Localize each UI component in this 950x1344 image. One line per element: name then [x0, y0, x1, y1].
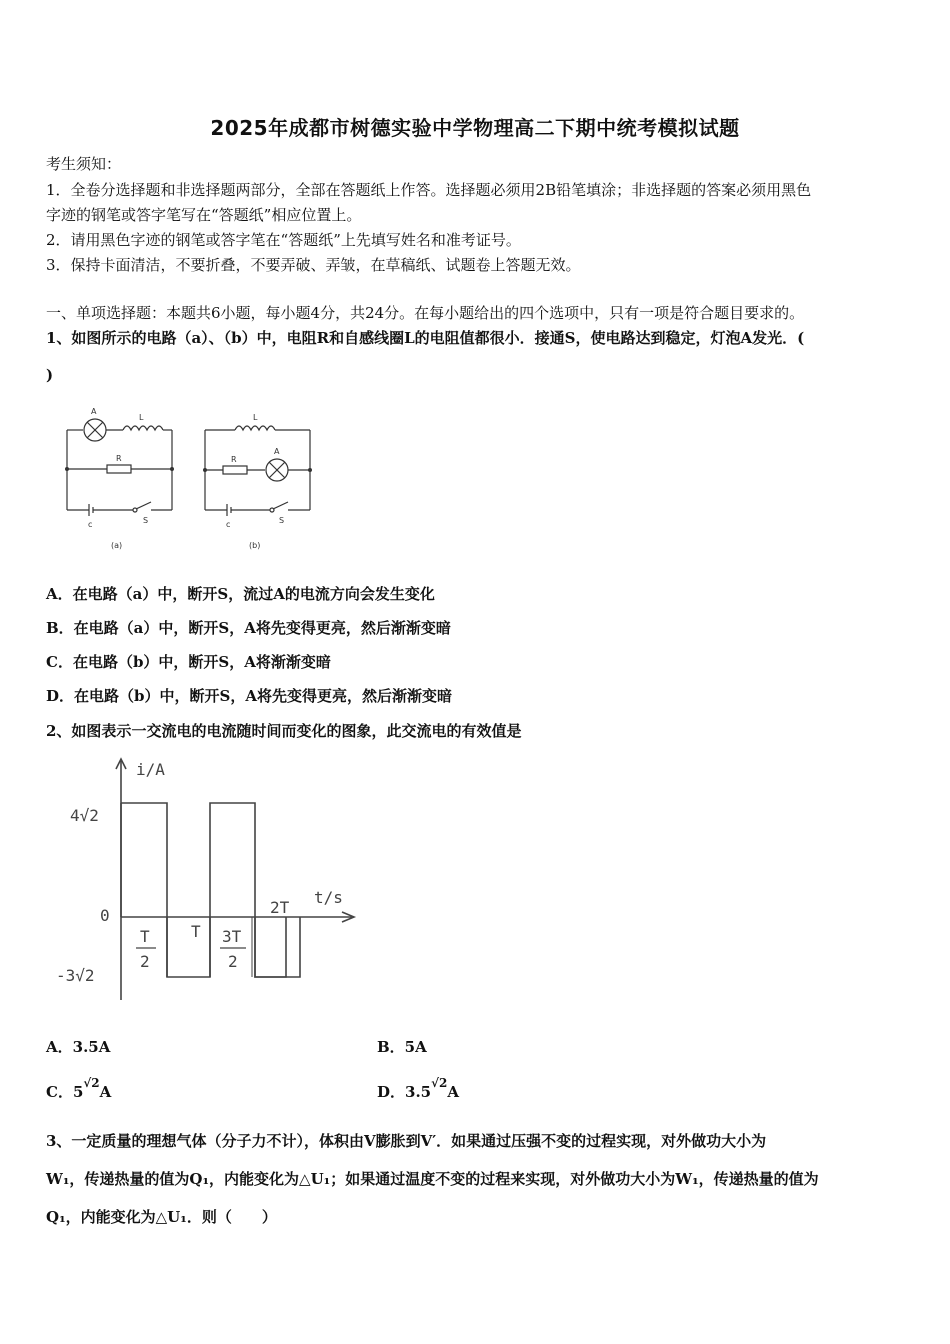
q3-line-2: W₁，传递热量的值为Q₁，内能变化为△U₁；如果通过温度不变的过程来实现，对外做功大小为W₁，传递热量的值为 [46, 1170, 819, 1188]
q1-option-c: C．在电路（b）中，断开S，A将渐渐变暗 [46, 653, 331, 671]
notice-item-1-cont: 字迹的钢笔或答字笔写在“答题纸”相应位置上。 [46, 206, 362, 224]
x-tick-half-2: 2 [140, 952, 150, 971]
notice-item-1: 1．全卷分选择题和非选择题两部分，全部在答题纸上作答。选择题必须用2B铅笔填涂；非选择题的答案必须用黑色 [46, 181, 812, 199]
y-axis-label: i/A [136, 760, 165, 779]
notice-heading: 考生须知： [46, 155, 122, 173]
y-tick-low: -3√2 [56, 966, 95, 985]
page-title: 2025年成都市树德实验中学物理高二下期中统考模拟试题 [210, 116, 740, 140]
caption-a: (a) [111, 541, 123, 550]
y-tick-high: 4√2 [70, 806, 99, 825]
battery-label-a: c [88, 520, 93, 529]
x-tick-2t: 2T [270, 898, 290, 917]
q1-option-d: D．在电路（b）中，断开S，A将先变得更亮，然后渐渐变暗 [46, 687, 452, 705]
lamp-a-label-a: A [91, 407, 97, 416]
y-tick-zero: 0 [100, 906, 110, 925]
q2-stem: 2、如图表示一交流电的电流随时间而变化的图象，此交流电的有效值是 [46, 722, 522, 740]
switch-label-b: S [279, 516, 285, 525]
caption-b: (b) [249, 541, 261, 550]
notice-item-3: 3．保持卡面清洁，不要折叠，不要弄破、弄皱，在草稿纸、试题卷上答题无效。 [46, 256, 581, 274]
current-time-graph [50, 755, 370, 1005]
x-tick-half-t: T [140, 927, 150, 946]
x-tick-three-half-t: 3T [222, 927, 242, 946]
lamp-a-label-b: A [274, 447, 280, 456]
q2-option-a: A．3.5A [46, 1038, 111, 1056]
q1-stem: 1、如图所示的电路（a）、（b）中，电阻R和自感线圈L的电阻值都很小．接通S，使电路达到稳定，灯泡A发光．( [46, 329, 805, 347]
q3-line-3: Q₁，内能变化为△U₁．则（ ） [46, 1208, 277, 1226]
switch-label-a: S [143, 516, 149, 525]
resistor-label-b: R [231, 455, 237, 464]
q1-option-a: A．在电路（a）中，断开S，流过A的电流方向会发生变化 [46, 585, 435, 603]
coil-label-a: L [139, 413, 144, 422]
coil-label-b: L [253, 413, 258, 422]
q1-option-b: B．在电路（a）中，断开S，A将先变得更亮，然后渐渐变暗 [46, 619, 451, 637]
battery-label-b: c [226, 520, 231, 529]
q3-line-1: 3、一定质量的理想气体（分子力不计），体积由V膨胀到V′．如果通过压强不变的过程实现，对外做功大小为 [46, 1132, 767, 1150]
q2-option-b: B．5A [377, 1038, 427, 1056]
section-heading: 一、单项选择题：本题共6小题，每小题4分，共24分。在每小题给出的四个选项中，只有一项是符合题目要求的。 [46, 304, 805, 322]
q2-option-d: D．$3.5^{√2}A$ [377, 1076, 459, 1101]
x-axis-label: t/s [314, 888, 343, 907]
notice-item-2: 2．请用黑色字迹的钢笔或答字笔在“答题纸”上先填写姓名和准考证号。 [46, 231, 521, 249]
circuit-figure [55, 400, 325, 555]
x-tick-three-half-2: 2 [228, 952, 238, 971]
q2-option-c: C．$5^{√2}A$ [46, 1076, 112, 1101]
resistor-label-a: R [116, 454, 122, 463]
q1-stem-end: ) [46, 366, 54, 384]
x-tick-t: T [191, 922, 201, 941]
